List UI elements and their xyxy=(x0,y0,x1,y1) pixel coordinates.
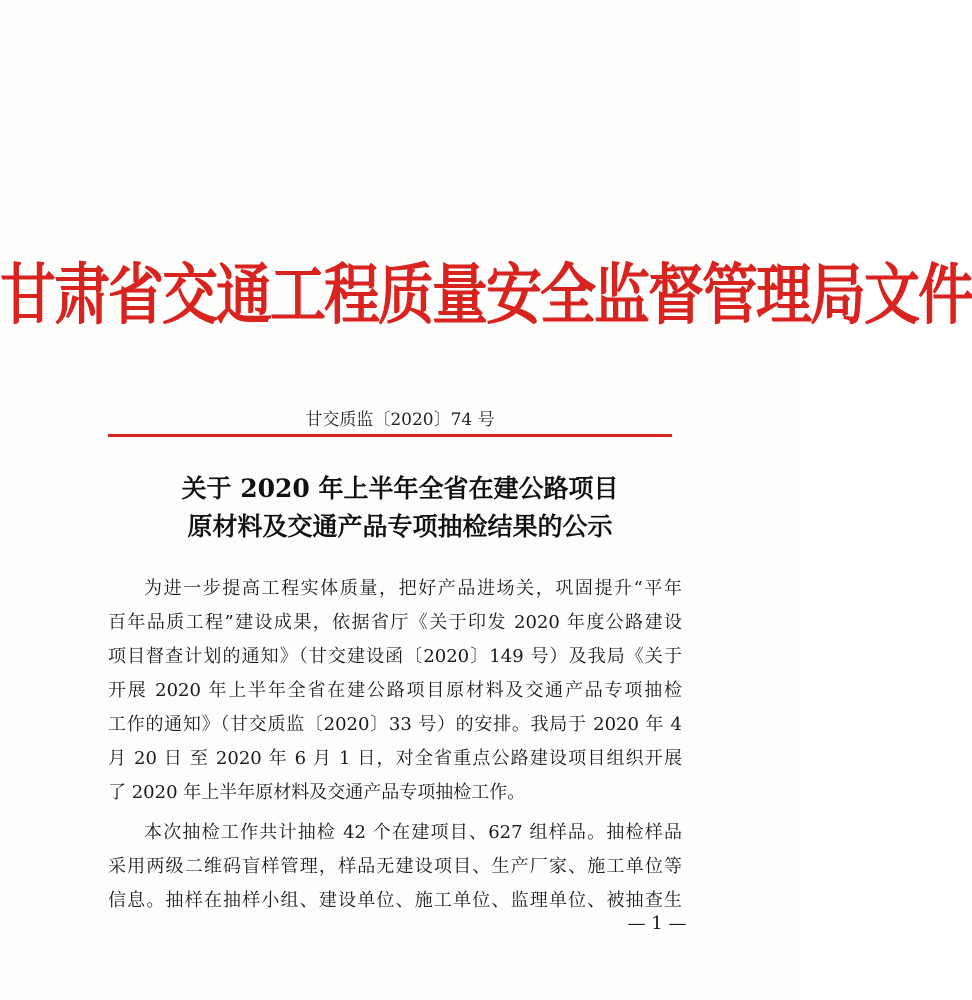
paragraph-line: 信息。抽样在抽样小组、建设单位、施工单位、监理单位、被抽查生 xyxy=(108,890,682,911)
paragraph-line: 工作的通知》（甘交质监〔2020〕33 号）的安排。我局于 2020 年 4 xyxy=(108,714,682,735)
issuer-header-title: 甘肃省交通工程质量安全监督管理局文件 xyxy=(0,257,972,334)
paragraph-line: 采用两级二维码盲样管理，样品无建设项目、生产厂家、施工单位等 xyxy=(108,856,682,877)
paragraph-line: 百年品质工程”建设成果，依据省厅《关于印发 2020 年度公路建设 xyxy=(108,612,682,633)
paragraph-line: 为进一步提高工程实体质量，把好产品进场关，巩固提升“平年 xyxy=(144,578,682,599)
paragraph-line: 了 2020 年上半年原材料及交通产品专项抽检工作。 xyxy=(108,782,526,803)
paragraph-line: 月 20 日 至 2020 年 6 月 1 日，对全省重点公路建设项目组织开展 xyxy=(108,748,682,769)
document-title-line-2: 原材料及交通产品专项抽检结果的公示 xyxy=(187,512,613,541)
document-body xyxy=(108,572,682,918)
paragraph-line: 本次抽检工作共计抽检 42 个在建项目、627 组样品。抽检样品 xyxy=(144,822,682,843)
page-number: — 1 — xyxy=(627,913,687,934)
paragraph-2 xyxy=(108,816,682,918)
red-divider-line xyxy=(108,434,672,437)
document-title xyxy=(0,470,800,546)
paragraph-1 xyxy=(108,572,682,810)
document-number: 甘交质监〔2020〕74 号 xyxy=(305,410,495,430)
document-title-line-1: 关于 2020 年上半年全省在建公路项目 xyxy=(181,474,619,503)
paragraph-line: 开展 2020 年上半年全省在建公路项目原材料及交通产品专项抽检 xyxy=(108,680,682,701)
paragraph-line: 项目督查计划的通知》（甘交建设函〔2020〕149 号）及我局《关于 xyxy=(108,646,682,667)
